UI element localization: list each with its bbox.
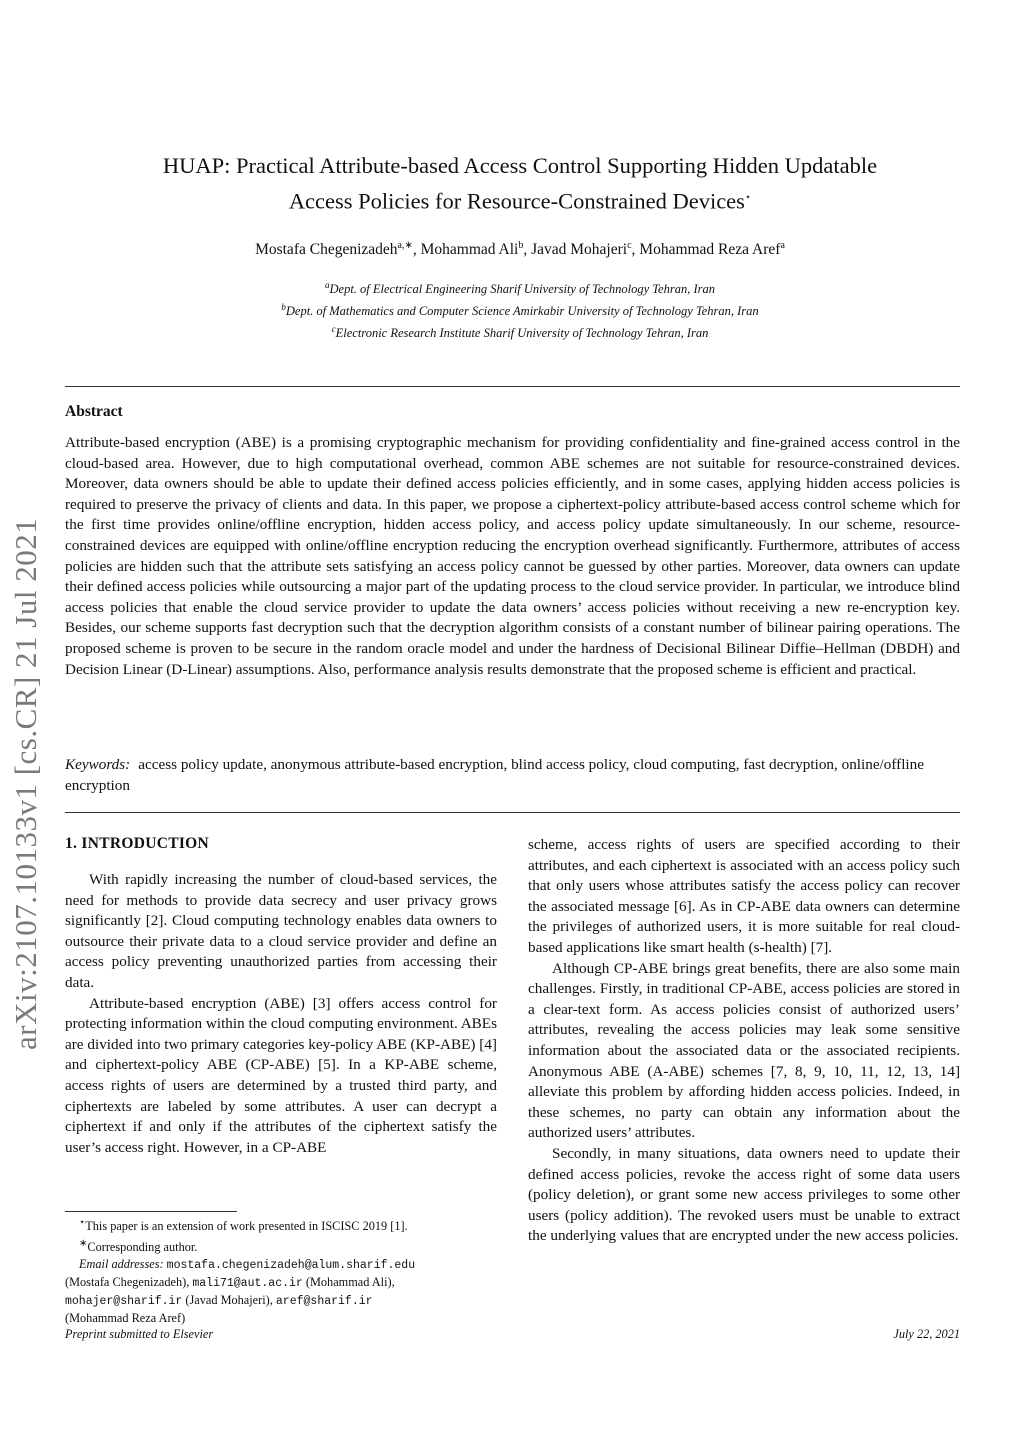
arxiv-side-identifier: arXiv:2107.10133v1 [cs.CR] 21 Jul 2021 [8,517,43,1050]
footnote-divider [65,1211,237,1212]
footnote-emails-cont-3: (Mohammad Reza Aref) [65,1311,186,1326]
abstract-text: Attribute-based encryption (ABE) is a promising cryptographic mechanism for providing confidentiality and fine-grained access control in the cloud-based area. However, due to high computational overhead, common ABE schemes are not suitable for resource-constrained devices. Moreover, data owners should be able to update their defined access policies efficiently, and in some cases, applying hidden access policies is required to preserve the privacy of clients and data. In this paper, we propose a ciphertext-policy attribute-based access control scheme which for the first time provides online/offline encryption, hidden access policy, and access policy update simultaneously. In our scheme, resource-constrained devices are equipped with online/offline encryption reducing the encryption overhead significantly. Furthermore, attributes of access policies are hidden such that the attribute sets satisfying an access policy cannot be guessed by other parties. Moreover, data owners can update their defined access policies while outsourcing a major part of the updating process to the cloud service provider. In particular, we introduce blind access policies that enable the cloud service provider to update the data owners’ access policies without receiving a new re-encryption key. Besides, our scheme supports fast decryption such that the decryption algorithm consists of a constant number of bilinear pairing operations. The proposed scheme is proven to be secure in the random oracle model and under the hardness of Decisional Bilinear Diffie–Hellman (DBDH) and Decision Linear (D-Linear) assumptions. Also, performance analysis results demonstrate that the proposed scheme is efficient and practical. [65,434,960,678]
footnote-emails-cont-2: mohajer@sharif.ir (Javad Mohajeri), aref@sharif.ir [65,1293,373,1309]
right-column [528,835,960,1247]
footnote-star: ⋆This paper is an extension of work presented in ISCISC 2019 [1]. [79,1217,408,1234]
affiliation-c: $^c$Electronic Research Institute Sharif University of Technology Tehran, Iran [331,324,709,341]
intro-paragraph-1: With rapidly increasing the number of cloud-based services, the need for methods to provide data secrecy and user privacy grows significantly [2]. Cloud computing technology enables data owners to outsource their private data to a cloud service provider and define an access policy preventing unauthorized parties from accessing their data. [65,871,497,991]
affiliations [70,276,970,342]
title-star-footnote-mark: ⋆ [744,192,752,203]
email-link[interactable]: mostafa.chegenizadeh@alum.sharif.edu [166,1259,416,1273]
title-line-1: HUAP: Practical Attribute-based Access Control Supporting Hidden Updatable [162,153,878,178]
section-heading-introduction: 1. INTRODUCTION [65,835,210,852]
affiliation-b: $^b$Dept. of Mathematics and Computer Science Amirkabir University of Technology Tehran, Iran [281,302,759,319]
keywords-label: Keywords: [65,756,131,773]
author-list [70,240,970,259]
keywords-text: access policy update, anonymous attribute-based encryption, blind access policy, cloud computing, fast decryption, online/offline encryption [65,756,924,794]
preprint-note: Preprint submitted to Elsevier [65,1327,214,1341]
author-2: Mohammad Ali$^b$, [420,240,532,259]
intro-paragraph-5: Secondly, in many situations, data owners need to update their defined access policies, revoke the access right of some data users (policy deletion), or grant some new access privileges to some other users (policy addition). The revoked users must be unable to extract the underlying values that are encrypted under the new access policies. [528,1144,960,1245]
email-link[interactable]: mohajer@sharif.ir [65,1295,183,1309]
footnote-emails [65,1256,497,1274]
email-label: Email addresses: [79,1257,164,1272]
intro-paragraph-2: Attribute-based encryption (ABE) [3] offers access control for protecting information within the cloud computing environment. ABEs are divided into two primary categories key-policy ABE (KP-ABE) [4] and ciphertext-policy ABE (CP-ABE) [5]. In a KP-ABE scheme, access rights of users are determined by a trusted third party, and ciphertexts are labeled by some attributes. A user can decrypt a ciphertext if and only if the attributes of the ciphertext satisfy the user’s access right. However, in a CP-ABE [65,994,497,1156]
email-link[interactable]: aref@sharif.ir [275,1295,373,1309]
footnote-corresponding: ∗Corresponding author. [79,1238,198,1255]
intro-paragraph-3: scheme, access rights of users are specified according to their attributes, and each ciphertext is associated with an access policy such that only users whose attributes satisfy the access policy can recover the associated message [6]. As in CP-ABE data owners can determine the privileges of authorized users, it is more suitable for real cloud-based applications like smart health (s-health) [7]. [528,836,960,956]
title-line-2: Access Policies for Resource-Constrained Devices⋆ [288,188,752,214]
preprint-date: July 22, 2021 [893,1327,960,1341]
bottom-divider [65,812,960,813]
footnote-emails-cont-1: (Mostafa Chegenizadeh), mali71@aut.ac.ir (Mohammad Ali), [65,1275,395,1291]
author-1: Mostafa Chegenizadeh$^{a,∗}$, [255,240,421,259]
paper-title [70,150,970,218]
affiliation-a: $^a$Dept. of Electrical Engineering Sharif University of Technology Tehran, Iran [325,280,715,297]
author-4: Mohammad Reza Aref$^a$ [639,240,785,259]
author-3: Javad Mohajeri$^c$, [531,240,640,259]
keywords [65,755,960,796]
footnotes [65,1214,497,1327]
left-column [65,870,497,1158]
intro-paragraph-4: Although CP-ABE brings great benefits, there are also some main challenges. Firstly, in traditional CP-ABE, access policies are stored in a clear-text form. As access policies consist of authorized users’ attributes, revealing the access policies may leak some sensitive information about the associated data or the associated recipients. Anonymous ABE (A-ABE) schemes [7, 8, 9, 10, 11, 12, 13, 14] alleviate this problem by affording hidden access policies. Indeed, in these schemes, no party can obtain any information about the authorized users’ attributes. [528,959,960,1142]
abstract-heading: Abstract [65,403,123,420]
email-link[interactable]: mali71@aut.ac.ir [192,1277,303,1291]
top-divider [65,386,960,387]
